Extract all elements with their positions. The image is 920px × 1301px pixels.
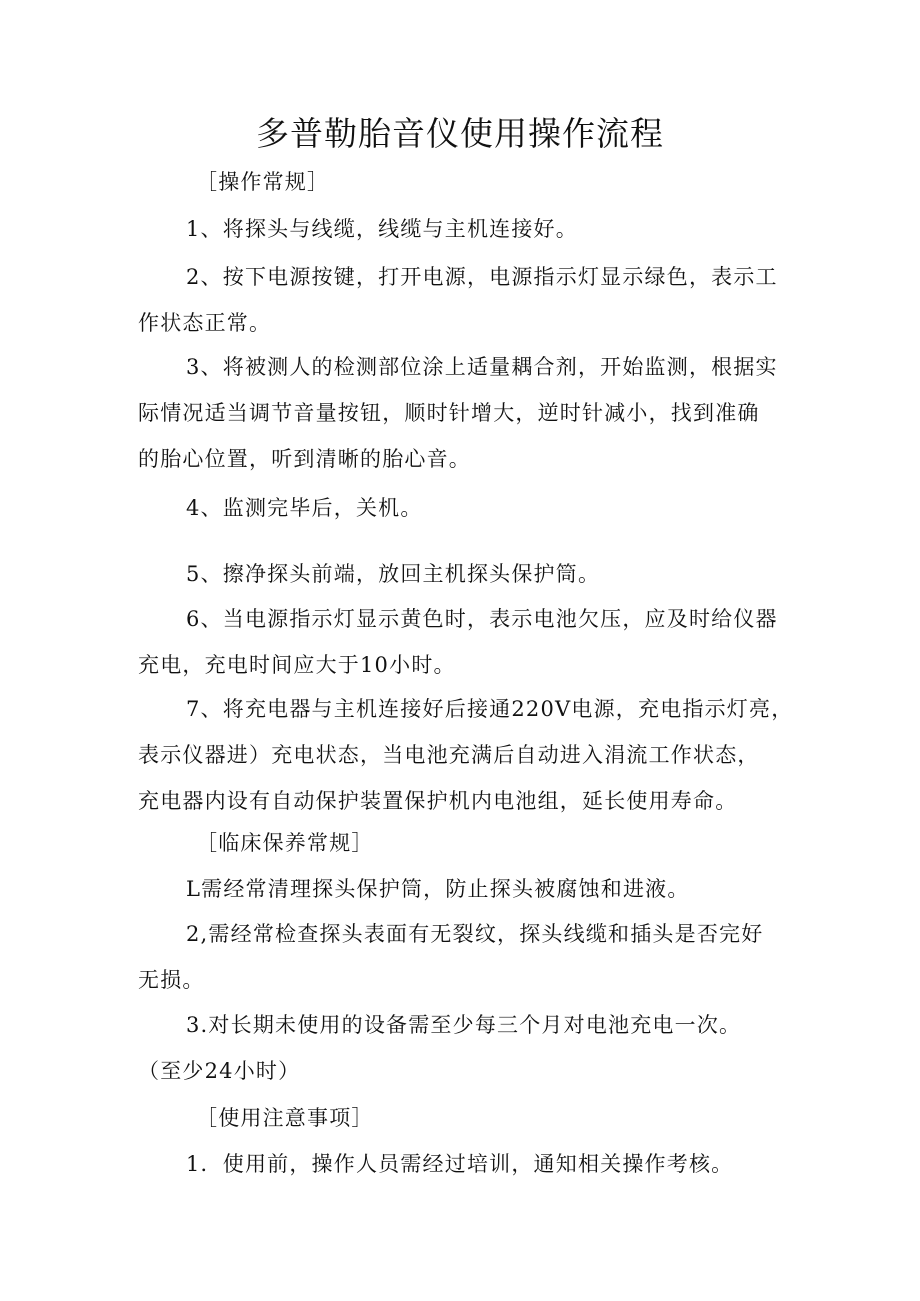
paragraph-line: 1、将探头与线缆，线缆与主机连接好。 xyxy=(186,217,578,241)
paragraph-line: 7、将充电器与主机连接好后接通220V电源，充电指示灯亮， xyxy=(186,697,794,721)
heading-text: ［操作常规］ xyxy=(196,170,330,194)
paragraph-line: 1．使用前，操作人员需经过培训，通知相关操作考核。 xyxy=(186,1152,734,1176)
paragraph-line: 4、监测完毕后，关机。 xyxy=(186,496,423,520)
paragraph-line: 充电，充电时间应大于10小时。 xyxy=(138,653,456,677)
paragraph-line: 无损。 xyxy=(138,968,205,992)
operation-item-2 xyxy=(138,254,798,346)
paragraph-line: 3.对长期未使用的设备需至少每三个月对电池充电一次。 xyxy=(186,1013,742,1037)
section-heading-operation xyxy=(138,159,798,205)
operation-item-4 xyxy=(138,485,798,531)
paragraph-line: 际情况适当调节音量按钮，顺时针增大，逆时针减小，找到准确 xyxy=(138,401,760,425)
paragraph-line: 表示仪器进）充电状态，当电池充满后自动进入涓流工作状态， xyxy=(138,743,760,767)
operation-item-5 xyxy=(138,551,798,597)
notes-item-1 xyxy=(138,1141,798,1187)
operation-item-7 xyxy=(138,686,798,824)
paragraph-line: 6、当电源指示灯显示黄色时，表示电池欠压，应及时给仪器 xyxy=(186,607,778,631)
operation-item-1 xyxy=(138,206,798,252)
heading-text: ［临床保养常规］ xyxy=(196,831,374,855)
operation-item-6 xyxy=(138,596,798,688)
maintenance-item-1 xyxy=(138,866,798,912)
document-title: 多普勒胎音仪使用操作流程 xyxy=(256,114,664,153)
paragraph-line: 作状态正常。 xyxy=(138,311,272,335)
section-heading-notes xyxy=(138,1095,798,1141)
paragraph-line: （至少24小时） xyxy=(138,1059,301,1083)
paragraph-line: 的胎心位置，听到清晰的胎心音。 xyxy=(138,447,471,471)
maintenance-item-2 xyxy=(138,911,798,1003)
paragraph-line: 2、按下电源按键，打开电源，电源指示灯显示绿色，表示工 xyxy=(186,265,778,289)
paragraph-line: 5、擦净探头前端，放回主机探头保护筒。 xyxy=(186,562,601,586)
paragraph-line: 2,需经常检查探头表面有无裂纹，探头线缆和插头是否完好 xyxy=(186,922,764,946)
paragraph-line: 3、将被测人的检测部位涂上适量耦合剂，开始监测，根据实 xyxy=(186,355,778,379)
operation-item-3 xyxy=(138,344,798,482)
maintenance-item-3 xyxy=(138,1002,798,1094)
paragraph-line: L需经常清理探头保护筒，防止探头被腐蚀和进液。 xyxy=(186,877,690,901)
section-heading-maintenance xyxy=(138,820,798,866)
heading-text: ［使用注意事项］ xyxy=(196,1106,374,1130)
paragraph-line: 充电器内设有自动保护装置保护机内电池组，延长使用寿命。 xyxy=(138,789,738,813)
